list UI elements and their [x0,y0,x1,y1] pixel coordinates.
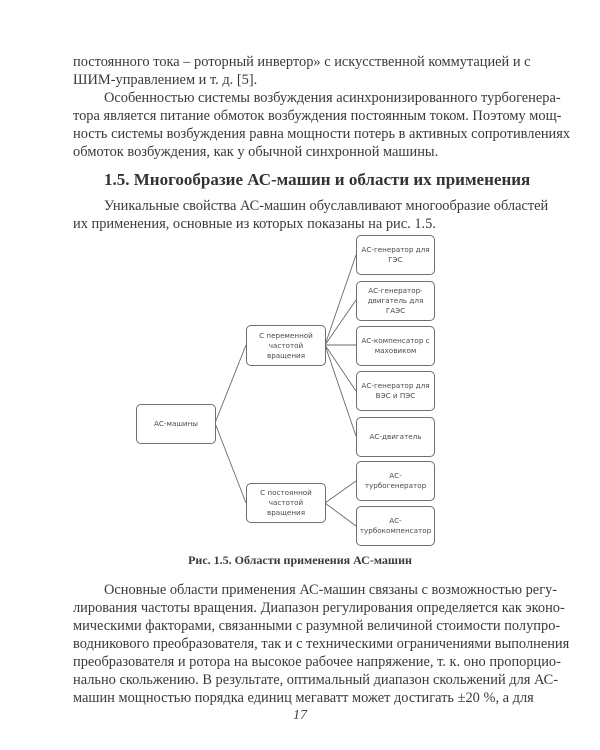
node-label: С переменной частотой вращения [259,330,313,360]
page-number: 17 [293,708,307,723]
text-line: нально скольжению. В результате, оптимальный диапазон скольжений для АС- [73,672,559,688]
text-line: ность системы возбуждения равна мощности потерь в активных сопротивлениях [73,126,571,142]
node-label: АС-турбокомпенсатор [359,516,432,535]
node-label: АС-двигатель [369,432,422,441]
text-line: Основные области применения АС-машин связаны с возможностью регу- [104,582,558,598]
text-line: лирования частоты вращения. Диапазон регулирования определяется как эконо- [73,600,565,616]
text-line: мическими факторами, связанными с разумной величиной стоимости полупро- [73,618,561,634]
diagram-node-turbogenerator [356,461,435,501]
node-label: АС-турбогенератор [364,471,427,490]
node-label: АС-генератор для ГЭС [361,245,430,264]
diagram-node-variable-speed [246,325,326,366]
text-line: водникового преобразователя, так и с техническими ограничениями выполнения [73,636,570,652]
diagram-node-turbocompensator [356,506,435,546]
diagram-node-constant-speed [246,483,326,523]
text-line: тора является питание обмоток возбуждения постоянным током. Поэтому мощ- [73,108,562,124]
text-line: машин мощностью порядка единиц мегаватт может достигать ±20 %, а для [73,690,534,706]
text-line: постоянного тока – роторный инвертор» с искусственной коммутацией и с [73,54,531,70]
node-label: АС-машины [154,419,198,428]
text-line: их применения, основные из которых показаны на рис. 1.5. [73,216,436,232]
diagram-node-motor [356,417,435,457]
section-heading: 1.5. Многообразие АС-машин и области их применения [104,170,531,189]
text-line: преобразователя и ротора на высокое рабочее напряжение, т. к. оно пропорцио- [73,654,561,670]
node-label: АС-генератор-двигатель для ГАЭС [367,286,424,315]
text-line: ШИМ-управлением и т. д. [5]. [73,72,258,88]
diagram-node-pumped-storage [356,281,435,321]
text-line: обмоток возбуждения, как у обычной синхронной машины. [73,144,439,160]
diagram-node-flywheel-compensator [356,326,435,366]
node-label: АС-компенсатор с маховиком [361,336,430,355]
node-label: АС-генератор для ВЭС и ПЭС [361,381,430,400]
text-line: Уникальные свойства АС-машин обуславливают многообразие областей [104,198,549,214]
diagram-node-root [136,404,216,444]
figure-caption: Рис. 1.5. Области применения АС-машин [188,553,412,567]
diagram-node-hydro-generator [356,235,435,275]
text-line: Особенностью системы возбуждения асинхронизированного турбогенера- [104,90,561,106]
diagram-node-wind-tidal-generator [356,371,435,411]
node-label: С постоянной частотой вращения [260,488,312,517]
